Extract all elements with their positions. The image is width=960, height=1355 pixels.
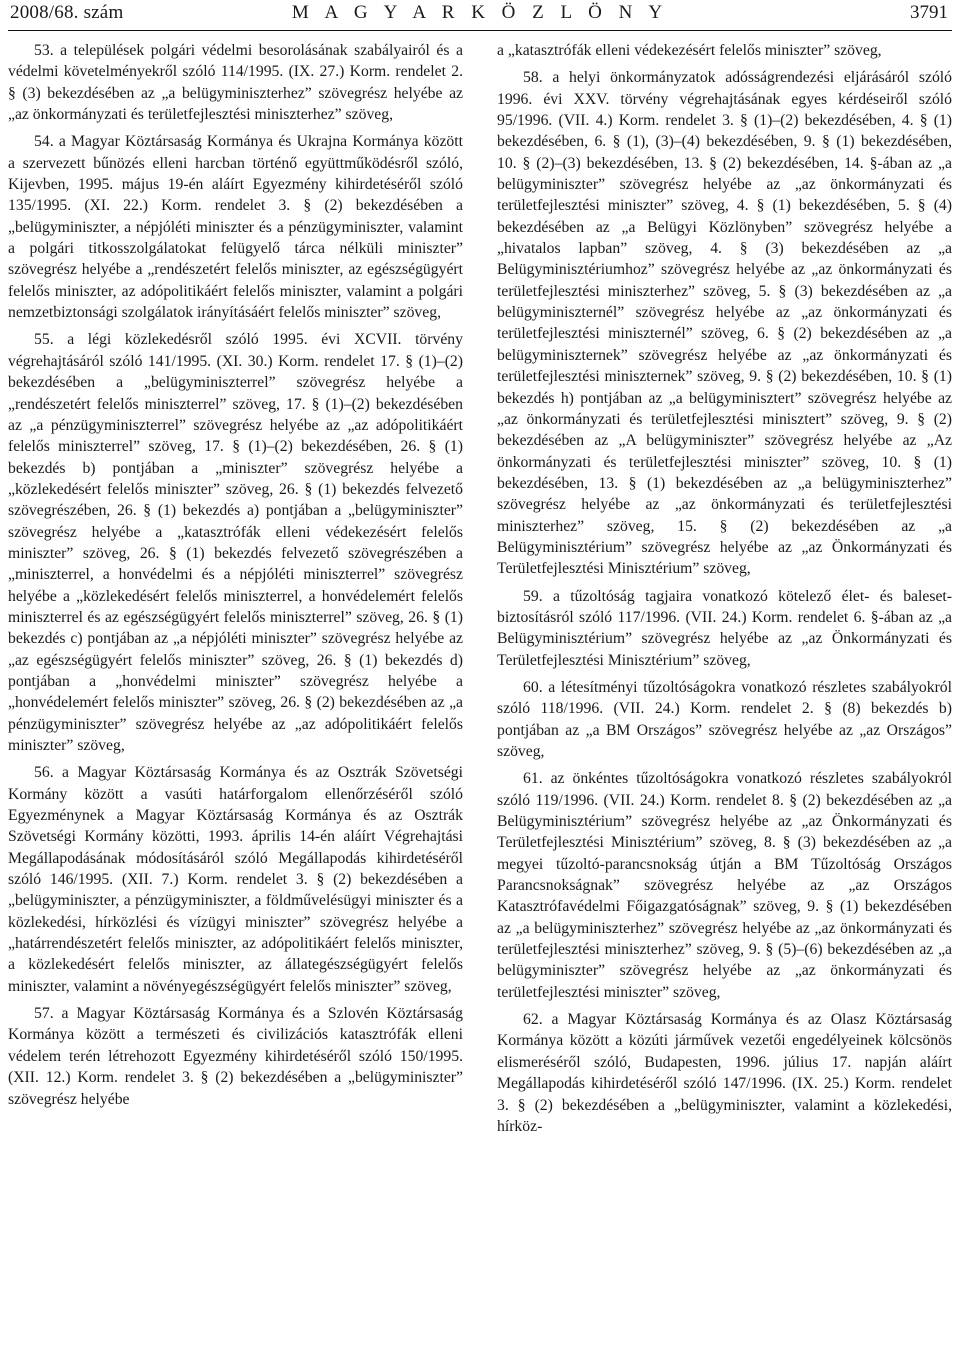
paragraph-59: 59. a tűzoltóság tagjaira vonatkozó kötelező élet- és baleset-biztosításról szóló 117/1996. (VII. 24.) Korm. rendelet 6. §-ában az „a Belügyminisztérium” szövegrész helyébe az „az Önkormányzati és Területfejlesztési Minisztérium” szöveg, — [497, 587, 952, 669]
issue-number: 2008/68. szám — [10, 2, 124, 23]
paragraph-53: 53. a települések polgári védelmi besorolásának szabályairól és a védelmi követelményekről szóló 114/1995. (IX. 27.) Korm. rendelet 2. § (3) bekezdésében az „a belügyminiszterhez” szövegrész helyébe az „az önkormányzati és területfejlesztési miniszterhez” szöveg, — [8, 42, 463, 124]
paragraph-57-continued: a „katasztrófák elleni védekezésért felelős miniszter” szöveg, — [497, 42, 882, 59]
right-column — [497, 40, 952, 1143]
paragraph-58: 58. a helyi önkormányzatok adósságrendezési eljárásáról szóló 1996. évi XXV. törvény végrehajtásának egyes kérdéseiről szóló 95/1996. (VII. 4.) Korm. rendelet 3. § (1)–(2) bekezdésében, 4. § (1) bekezdésében, 6. § (1), (3)–(4) bekezdésében, 9. § (1) bekezdésében, 10. § (2)–(3) bekezdésében, 13. § (2) bekezdésében, 14. §-ában az „a belügyminiszter” szövegrész helyébe az „az önkormányzati és területfejlesztési miniszter” szöveg, 4. § (1) bekezdésében, 5. § (4) bekezdésében az „a Belügyi Közlönyben” szövegrész helyébe a „hivatalos lapban” szöveg, 4. § (3) bekezdésében az „a Belügyminisztériumhoz” szövegrész helyébe az „az önkormányzati és területfejlesztési miniszterhez” szöveg, 5. § (3) bekezdésében az „a belügyminiszternél” szövegrész helyébe az „az önkormányzati és területfejlesztési miniszternél” szöveg, 6. § (2) bekezdésében az „a belügyminiszternek” szövegrész helyébe az „az önkormányzati és területfejlesztési miniszternek” szöveg, 9. § (2) bekezdésében, 10. § (1) bekezdés h) pontjában az „a belügyminisztert” szövegrész helyébe az „az önkormányzati és területfejlesztési minisztert” szöveg, 9. § (2) bekezdésében az „A belügyminiszter” szövegrész helyébe az „Az önkormányzati és területfejlesztési miniszter” szöveg, 10. § (1) bekezdésében, 13. § (1) bekezdésében az „a belügyminiszterhez” szövegrész helyébe az „az önkormányzati és területfejlesztési miniszterhez” szöveg, 15. § (2) bekezdésében az „a Belügyminisztérium” szövegrész helyébe az „az Önkormányzati és Területfejlesztési Minisztérium” szöveg, — [497, 69, 952, 578]
page-number: 3791 — [910, 2, 948, 23]
paragraph-61: 61. az önkéntes tűzoltóságokra vonatkozó részletes szabályokról szóló 119/1996. (VII. 24.) Korm. rendelet 8. § (2) bekezdésében az „a Belügyminisztérium” szövegrész helyébe az „az Önkormányzati és Területfejlesztési Minisztérium” szöveg, 8. § (3) bekezdésében az „a megyei tűzoltó-parancsnokság útján a BM Tűzoltóság Országos Parancsnokságnak” szövegrész helyébe az „az Országos Katasztrófavédelmi Főigazgatóságnak” szöveg, 9. § (1) bekezdésében az „a belügyminiszterhez” szövegrész helyébe az „az önkormányzati és területfejlesztési miniszterhez” szöveg, 9. § (5)–(6) bekezdésében az „a belügyminiszter” szövegrész helyébe az „az önkormányzati és területfejlesztési miniszter” szöveg, — [497, 770, 952, 1001]
publication-title: M A G Y A R K Ö Z L Ö N Y — [291, 2, 669, 23]
paragraph-60: 60. a létesítményi tűzoltóságokra vonatkozó részletes szabályokról szóló 118/1996. (VII. 24.) Korm. rendelet 2. § (8) bekezdés b) pontjában az „a BM Országos” szövegrész helyébe az „az Országos” szöveg, — [497, 678, 952, 760]
paragraph-62: 62. a Magyar Köztársaság Kormánya és az Olasz Köztársaság Kormánya között a közúti járművek vezetői engedélyeinek kölcsönös elismeréséről szóló, Budapesten, 1996. július 17. napján aláírt Megállapodás kihirdetéséről szóló 147/1996. (IX. 25.) Korm. rendelet 3. § (2) bekezdésében a „belügyminiszter, valamint a közlekedési, hírköz- — [497, 1011, 952, 1135]
header-divider — [8, 30, 952, 31]
left-column — [8, 40, 463, 1116]
page-header — [0, 0, 960, 32]
paragraph-57: 57. a Magyar Köztársaság Kormánya és a Szlovén Köztársaság Kormánya között a természeti és civilizációs katasztrófák elleni védelem terén létrehozott Egyezmény kihirdetéséről szóló 150/1995. (XII. 12.) Korm. rendelet 3. § (2) bekezdésében a „belügyminiszter” szövegrész helyébe — [8, 1005, 463, 1108]
paragraph-54: 54. a Magyar Köztársaság Kormánya és Ukrajna Kormánya között a szervezett bűnözés elleni harcban történő együttműködésről szóló, Kijevben, 1995. május 19-én aláírt Egyezmény kihirdetéséről szóló 135/1995. (XI. 22.) Korm. rendelet 3. § (2) bekezdésében a „belügyminiszter, a népjóléti miniszter és a pénzügyminiszter, valamint a polgári titkosszolgálatokat felügyelő tárca nélküli miniszter” szövegrész helyébe a „rendészetért felelős miniszter, az egészségügyért felelős miniszter, az adópolitikáért felelős miniszter, valamint a polgári nemzetbiztonsági szolgálatok irányításáért felelős miniszter” szöveg, — [8, 133, 463, 322]
paragraph-55: 55. a légi közlekedésről szóló 1995. évi XCVII. törvény végrehajtásáról szóló 141/1995. (XI. 30.) Korm. rendelet 17. § (1)–(2) bekezdésében a „belügyminiszterrel” szövegrész helyébe a „rendészetért felelős miniszterrel” szöveg, 17. § (1)–(2) bekezdésében az „a pénzügyminiszterrel” szövegrész helyébe az „az adópolitikáért felelős miniszterrel” szöveg, 17. § (1)–(2) bekezdésében, 26. § (1) bekezdés b) pontjában a „miniszter” szövegrész helyébe a „közlekedésért felelős miniszter” szöveg, 26. § (1) bekezdés felvezető szövegrészében, 26. § (1) bekezdés a) pontjában a „belügyminiszter” szövegrész helyébe a „katasztrófák elleni védekezésért felelős miniszter” szöveg, 26. § (1) bekezdés felvezető szövegrészében a „miniszterrel, a honvédelmi és a népjóléti miniszterrel” szövegrész helyébe a „közlekedésért felelős miniszterrel, a honvédelemért felelős miniszterrel és az egészségügyért felelős miniszterrel” szöveg, 26. § (1) bekezdés c) pontjában az „a népjóléti miniszter” szövegrész helyébe az „az egészségügyért felelős miniszter” szöveg, 26. § (1) bekezdés d) pontjában a „honvédelmi miniszter” szövegrész helyébe a „honvédelemért felelős miniszter” szöveg, 26. § (2) bekezdésében az „a pénzügyminiszter” szövegrész helyébe az „az adópolitikáért felelős miniszter” szöveg, — [8, 331, 463, 754]
paragraph-56: 56. a Magyar Köztársaság Kormánya és az Osztrák Szövetségi Kormány között a vasúti határforgalom ellenőrzéséről szóló Egyezménynek a Magyar Köztársaság Kormánya és az Osztrák Szövetségi Kormány közötti, 1993. április 14-én aláírt Végrehajtási Megállapodásának módosításáról szóló Megállapodás kihirdetéséről szóló 146/1995. (XII. 7.) Korm. rendelet 3. § (2) bekezdésében a „belügyminiszter, a pénzügyminiszter, a földművelésügyi miniszter és a közlekedési, hírközlési és vízügyi miniszter” szövegrész helyébe a „határrendészetért felelős miniszter, az adópolitikáért felelős miniszter, a közlekedésért felelős miniszter, az állategészségügyért felelős miniszter, valamint a növényegészségügyért felelős miniszter” szöveg, — [8, 764, 463, 995]
